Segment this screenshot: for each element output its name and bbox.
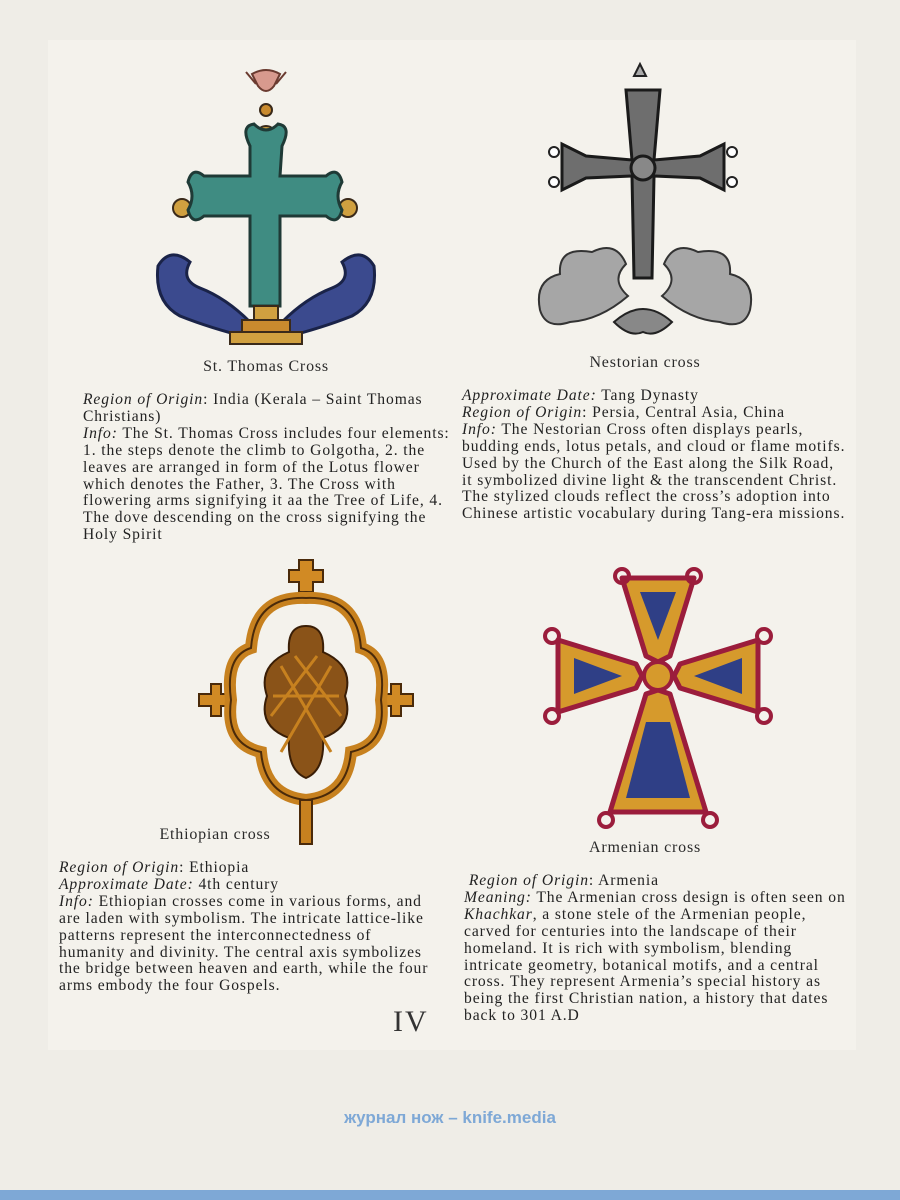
watermark-link[interactable]: журнал нож – knife.media: [344, 1108, 556, 1127]
st-thomas-info-text: The St. Thomas Cross includes four elements: 1. the steps denote the climb to Golgotha, 2. the leaves are arranged in form of the Lotus flower which denotes the Father, 3. The Cross with flowering arms signifying it aa the Tree of Life, 4. The dove descending on the cross signifying the Holy Spirit: [83, 424, 450, 544]
armenian-description: [464, 873, 846, 1025]
nestorian-region-label: Region of Origin: [462, 403, 583, 421]
nestorian-cross-icon: [530, 60, 760, 350]
ethiopian-date-label: Approximate Date:: [59, 875, 194, 893]
ethiopian-description: [59, 860, 431, 995]
ethiopian-cross-icon: [195, 556, 417, 846]
armenian-region-label: Region of Origin: [468, 872, 589, 889]
nestorian-date-label: Approximate Date:: [462, 387, 597, 404]
ethiopian-region-sep: :: [179, 859, 190, 876]
armenian-khachkar-term: Khachkar: [464, 905, 533, 923]
ethiopian-region-line: [59, 860, 431, 877]
ethiopian-region-value: Ethiopia: [189, 859, 250, 876]
st-thomas-caption: St. Thomas Cross: [203, 358, 329, 375]
nestorian-info-label: Info:: [462, 420, 497, 438]
armenian-region-line: [464, 873, 846, 890]
armenian-cross-icon: [540, 566, 776, 832]
ethiopian-region-label: Region of Origin: [59, 859, 180, 876]
nestorian-region-value: Persia, Central Asia, China: [592, 403, 785, 421]
ethiopian-date-value: 4th century: [193, 875, 279, 893]
nestorian-caption: Nestorian cross: [589, 354, 701, 371]
nestorian-region-sep: :: [582, 403, 593, 421]
nestorian-date-line: [462, 388, 846, 405]
ethiopian-info-text: Ethiopian crosses come in various forms, and are laden with symbolism. The intricate lattice-like patterns represent the interconnectedness of humanity and divinity. The central axis symbolizes the bridge between heaven and earth, while the four arms embody the four Gospels.: [59, 892, 429, 995]
armenian-region-value: Armenia: [598, 872, 659, 889]
st-thomas-region-value: India (Kerala – Saint Thomas Christians): [83, 391, 423, 425]
armenian-meaning: [464, 890, 846, 1025]
st-thomas-region-line: [83, 392, 455, 426]
st-thomas-info-label: Info:: [83, 424, 118, 442]
armenian-meaning-text-2: , a stone stele of the Armenian people, carved for centuries into the landscape of their homeland. It is rich with symbolism, blending intricate geometry, botanical motifs, and a central cross. They represent Armenia’s special history as being the first Christian nation, a history that dates back to 301 A.D: [464, 905, 829, 1025]
st-thomas-region-sep: :: [203, 391, 214, 408]
st-thomas-info: [83, 426, 455, 544]
bottom-bar: [0, 1190, 900, 1200]
armenian-meaning-label: Meaning:: [464, 888, 532, 906]
nestorian-region-line: [462, 405, 846, 422]
armenian-region-sep: :: [588, 872, 599, 889]
nestorian-info-text: The Nestorian Cross often displays pearls, budding ends, lotus petals, and cloud or flame motifs. Used by the Church of the East along the Silk Road, it symbolized divine light & the transcendent Christ. The stylized clouds reflect the cross’s adoption into Chinese artistic vocabulary during Tang-era missions.: [462, 420, 846, 523]
armenian-meaning-text-1: The Armenian cross design is often seen on: [531, 888, 846, 906]
ethiopian-info-label: Info:: [59, 892, 94, 910]
ethiopian-date-line: [59, 877, 431, 894]
page-number: IV: [393, 1005, 429, 1038]
st-thomas-description: [83, 392, 455, 544]
ethiopian-info: [59, 894, 431, 995]
st-thomas-cross-icon: [150, 66, 382, 356]
ethiopian-caption: Ethiopian cross: [159, 826, 271, 843]
nestorian-description: [462, 388, 846, 523]
nestorian-info: [462, 422, 846, 523]
armenian-caption: Armenian cross: [588, 839, 702, 856]
st-thomas-region-label: Region of Origin: [83, 391, 204, 408]
nestorian-date-value: Tang Dynasty: [596, 387, 699, 404]
